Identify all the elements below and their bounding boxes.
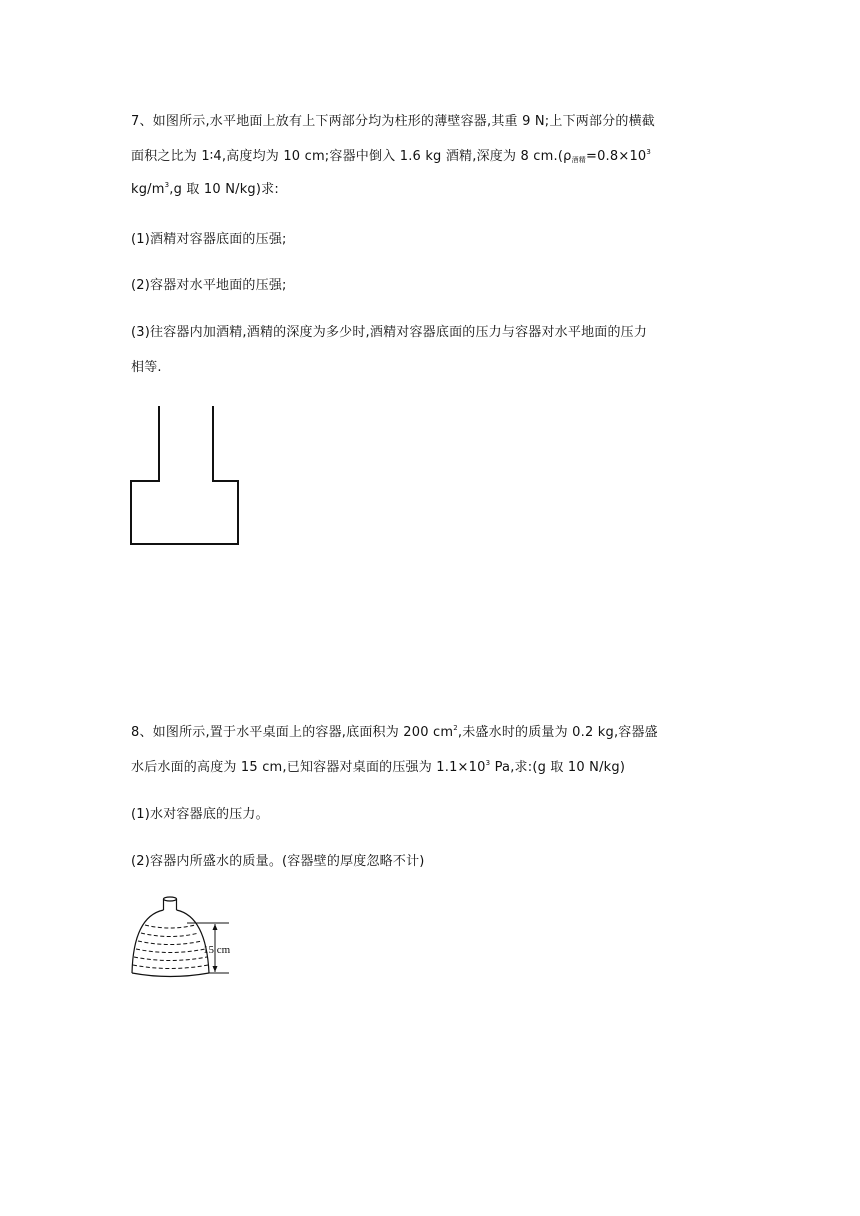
q7-sub3-text-2: 相等.: [131, 360, 162, 375]
q7-sub3-text-1: (3)往容器内加酒精,酒精的深度为多少时,酒精对容器底面的压力与容器对水平地面的压力: [131, 325, 648, 340]
rho-subscript: 酒精: [571, 156, 586, 164]
q7-line-3: [131, 181, 279, 199]
q8-text-2b: Pa,求:(g 取 10 N/kg): [490, 760, 626, 775]
q8-container-figure: [125, 893, 250, 983]
q7-subquestion-1: [131, 231, 287, 249]
q7-container-figure: [125, 402, 250, 552]
q8-text-1a: 8、如图所示,置于水平桌面上的容器,底面积为 200 cm: [131, 725, 454, 740]
q8-subquestion-1: [131, 806, 269, 824]
q8-subquestion-2: [131, 853, 425, 871]
q7-line-1: [131, 113, 655, 131]
q7-text-3a: kg/m: [131, 182, 165, 197]
q8-text-1b: ,未盛水时的质量为 0.2 kg,容器盛: [457, 725, 658, 740]
q7-subquestion-3-line-1: [131, 324, 647, 342]
q8-text-2a: 水后水面的高度为 15 cm,已知容器对桌面的压强为 1.1×10: [131, 760, 486, 775]
q7-subquestion-2: [131, 277, 287, 295]
q8-line-2: [131, 759, 625, 777]
q8-pressure-exponent: 3: [485, 759, 491, 767]
q7-text-3b: ,g 取 10 N/kg)求:: [169, 182, 279, 197]
q8-line-1: [131, 724, 658, 742]
q7-line-2: [131, 148, 651, 166]
q7-exponent: 3: [646, 148, 652, 156]
q8-sub1-text: (1)水对容器底的压力。: [131, 807, 269, 822]
q7-unit-exponent: 3: [164, 181, 170, 189]
q8-area-exponent: 2: [453, 724, 458, 732]
q7-sub1-text: (1)酒精对容器底面的压强;: [131, 232, 287, 247]
q8-sub2-text: (2)容器内所盛水的质量。(容器壁的厚度忽略不计): [131, 854, 425, 869]
q7-text-1: 7、如图所示,水平地面上放有上下两部分均为柱形的薄壁容器,其重 9 N;上下两部分的横截: [131, 114, 655, 129]
q8-height-label: 15 cm: [203, 944, 231, 956]
q7-text-2b: =0.8×10: [585, 149, 647, 164]
q7-text-2a: 面积之比为 1∶4,高度均为 10 cm;容器中倒入 1.6 kg 酒精,深度为 8 cm.(ρ: [131, 149, 572, 164]
q7-sub2-text: (2)容器对水平地面的压强;: [131, 278, 287, 293]
q7-subquestion-3-line-2: [131, 359, 162, 377]
